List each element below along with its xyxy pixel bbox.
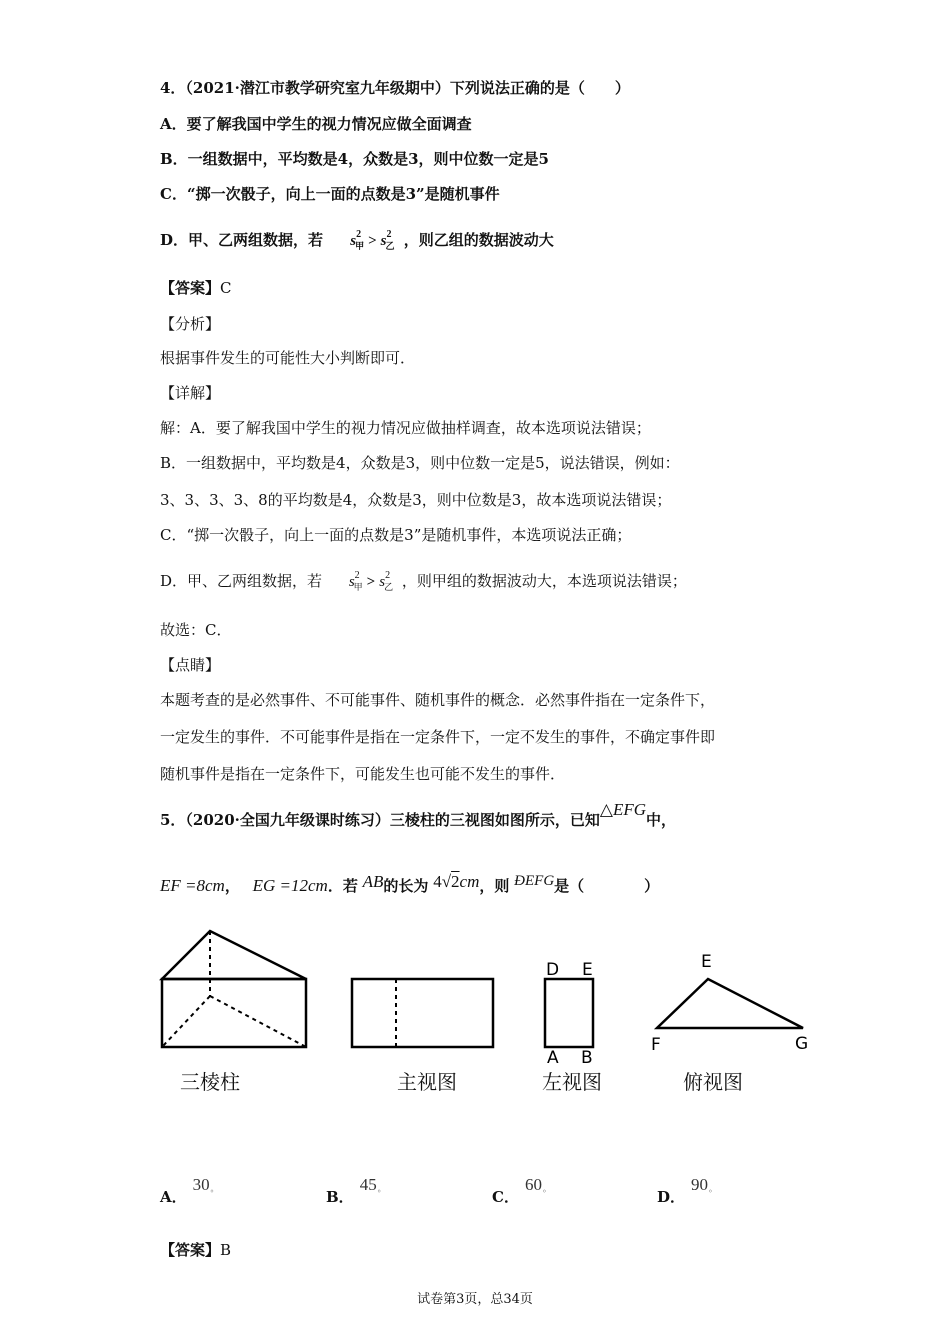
- caption-prism: 三棱柱: [180, 1070, 240, 1094]
- q4-detail-line: 解：A．要了解我国中学生的视力情况应做抽样调查，故本选项说法错误；: [160, 419, 651, 437]
- front-view-drawing: [352, 979, 493, 1047]
- caption-top-view: 俯视图: [683, 1070, 743, 1094]
- q5-option-b: B．45◦: [326, 1175, 382, 1206]
- ab-length: 4√2cm: [433, 872, 480, 891]
- label-e: E: [582, 960, 593, 980]
- q4-option-d-suffix: ，则乙组的数据波动大: [403, 231, 554, 249]
- caption-side-view: 左视图: [542, 1070, 602, 1094]
- q4-option-a: A．要了解我国中学生的视力情况应做全面调查: [160, 115, 472, 133]
- top-view-labels: [651, 952, 808, 1055]
- q4-detail-line: D．甲、乙两组数据，若 $s^2_甲 > s^2_乙$ ，则甲组的数据波动大，本选项说法错误；: [160, 570, 687, 592]
- label-e: E: [701, 952, 712, 972]
- q4-comment-line: 随机事件是指在一定条件下，可能发生也可能不发生的事件．: [160, 765, 566, 783]
- angle-efg: ÐEFG: [514, 873, 555, 889]
- label-a: A: [547, 1048, 559, 1068]
- q5-option-d: D．90◦: [657, 1175, 713, 1206]
- q4-option-b: B．一组数据中，平均数是4，众数是3，则中位数一定是5: [160, 150, 549, 168]
- q4-analysis-heading: 【分析】: [160, 315, 221, 333]
- caption-front-view: 主视图: [397, 1070, 457, 1094]
- label-b: B: [581, 1048, 593, 1068]
- q4-comment-heading: 【点睛】: [160, 656, 221, 674]
- q5-given: EF =8cm， EG =12cm．若 AB的长为 4√2cm，则 ÐEFG是（ ）: [160, 872, 660, 895]
- q4-answer: 【答案】C: [160, 279, 232, 297]
- q4-comment-line: 本题考查的是必然事件、不可能事件、随机事件的概念．必然事件指在一定条件下，: [160, 691, 716, 709]
- q5-answer: 【答案】B: [160, 1241, 232, 1259]
- q4-detail-line: B．一组数据中，平均数是4，众数是3，则中位数一定是5，说法错误，例如：: [160, 454, 680, 472]
- page-footer: 试卷第3页，总34页: [417, 1292, 533, 1307]
- q4-choice: 故选：C．: [160, 621, 232, 639]
- q5-option-c: C．60◦: [492, 1175, 547, 1206]
- q4-comment-line: 一定发生的事件．不可能事件是指在一定条件下，一定不发生的事件，不确定事件即: [160, 728, 716, 746]
- q4-detail-heading: 【详解】: [160, 384, 221, 402]
- ab-label: AB: [362, 872, 384, 891]
- label-f: F: [651, 1035, 661, 1055]
- q5-option-a: A．30◦: [160, 1175, 215, 1206]
- variance-inequality: $s^2_甲 > s^2_乙$: [348, 570, 394, 592]
- side-view-drawing: [545, 979, 593, 1047]
- side-view-labels: [546, 960, 593, 1068]
- label-d: D: [546, 960, 560, 980]
- q5-stem: 5．（2020·全国九年级课时练习）三棱柱的三视图如图所示，已知△EFG中，: [160, 800, 677, 829]
- q4-option-c: C．“掷一次骰子，向上一面的点数是3”是随机事件: [160, 185, 500, 203]
- prism-drawing: [162, 931, 306, 1047]
- label-g: G: [795, 1034, 809, 1054]
- eg-value: EG =12cm: [252, 876, 328, 895]
- q4-stem: 4．（2021·潜江市教学研究室九年级期中）下列说法正确的是（ ）: [160, 79, 630, 97]
- q4-analysis: 根据事件发生的可能性大小判断即可．: [160, 349, 416, 367]
- ef-value: EF =8cm: [160, 876, 225, 895]
- variance-inequality: $s^2_甲 > s^2_乙$: [350, 229, 395, 251]
- top-view-drawing: [657, 979, 803, 1028]
- q4-detail-line: 3、3、3、3、8的平均数是4，众数是3，则中位数是3，故本选项说法错误；: [160, 491, 672, 509]
- q4-detail-line: C．“掷一次骰子，向上一面的点数是3”是随机事件，本选项说法正确；: [160, 526, 632, 544]
- q4-option-d-prefix: D．甲、乙两组数据，若: [160, 231, 324, 249]
